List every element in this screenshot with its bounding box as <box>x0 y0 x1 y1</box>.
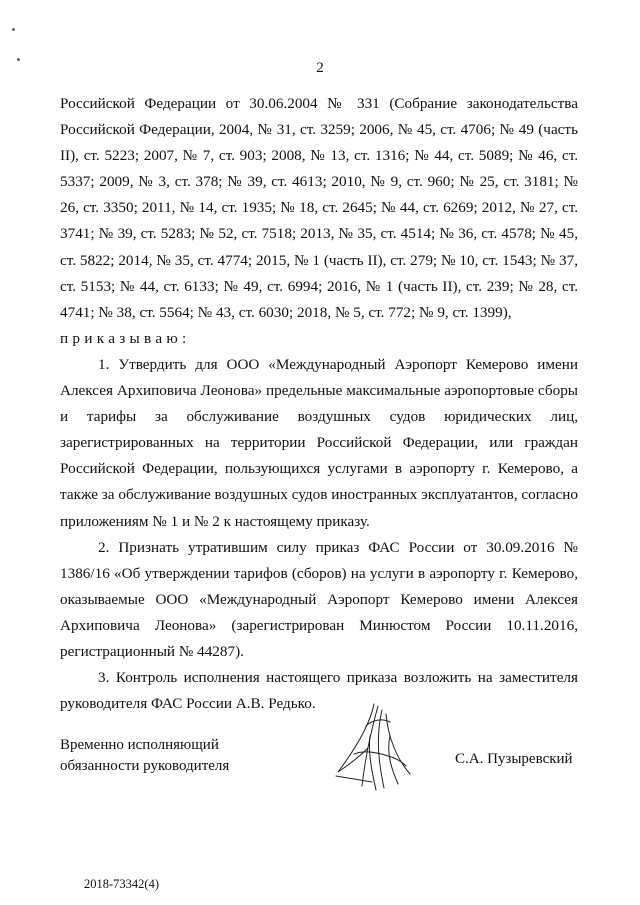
order-word: приказываю: <box>60 329 191 347</box>
signatory-name: С.А. Пузыревский <box>455 751 573 767</box>
signatory-title-line2: обязанности руководителя <box>60 758 230 774</box>
signatory-title <box>60 735 229 777</box>
document-body <box>60 91 578 717</box>
page-number: 2 <box>316 60 324 76</box>
scan-dot <box>12 28 15 31</box>
signatory-title-line1: Временно исполняющий <box>60 737 219 753</box>
item-2: 2. Признать утратившим силу приказ ФАС России от 30.09.2016 № 1386/16 «Об утверждении тарифов (сборов) на услуги в аэропорту г. Кемерово, оказываемые ООО «Международный Аэропорт Кемерово имени Алексея Архиповича Леонова» (зарегистрирован Минюстом России 10.11.2016, регистрационный № 44287). <box>60 538 578 660</box>
document-number: 2018-73342(4) <box>84 877 159 891</box>
item-1: 1. Утвердить для ООО «Международный Аэропорт Кемерово имени Алексея Архиповича Леонова» предельные максимальные аэропортовые сборы и тарифы за обслуживание воздушных судов юридических лиц, зарегистрированных на территории Российской Федерации, или граждан Российской Федерации, пользующихся услугами в аэропорту г. Кемерово, а также за обслуживание воздушных судов иностранных эксплуатантов, согласно приложениям № 1 и № 2 к настоящему приказу. <box>60 355 578 530</box>
handwritten-signature <box>326 696 426 796</box>
intro-paragraph: Российской Федерации от 30.06.2004 № 331 (Собрание законодательства Российской Федерации, 2004, № 31, ст. 3259; 2006, № 45, ст. 4706; № 49 (часть II), ст. 5223; 2007, № 7, ст. 903; 2008, № 13, ст. 1316; № 44, ст. 5089; № 46, ст. 5337; 2009, № 3, ст. 378; № 39, ст. 4613; 2010, № 9, ст. 960; № 25, ст. 3181; № 26, ст. 3350; 2011, № 14, ст. 1935; № 18, ст. 2645; № 44, ст. 6269; 2012, № 27, ст. 3741; № 39, ст. 5283; № 52, ст. 7518; 2013, № 35, ст. 4514; № 36, ст. 4578; № 45, ст. 5822; 2014, № 35, ст. 4774; 2015, № 1 (часть II), ст. 279; № 10, ст. 1543; № 37, ст. 5153; № 44, ст. 6133; № 49, ст. 6994; 2016, № 1 (часть II), ст. 239; № 28, ст. 4741; № 38, ст. 5564; № 43, ст. 6030; 2018, № 5, ст. 772; № 9, ст. 1399), <box>60 95 578 321</box>
item-3: 3. Контроль исполнения настоящего приказа возложить на заместителя руководителя ФАС России А.В. Редько. <box>60 669 578 713</box>
